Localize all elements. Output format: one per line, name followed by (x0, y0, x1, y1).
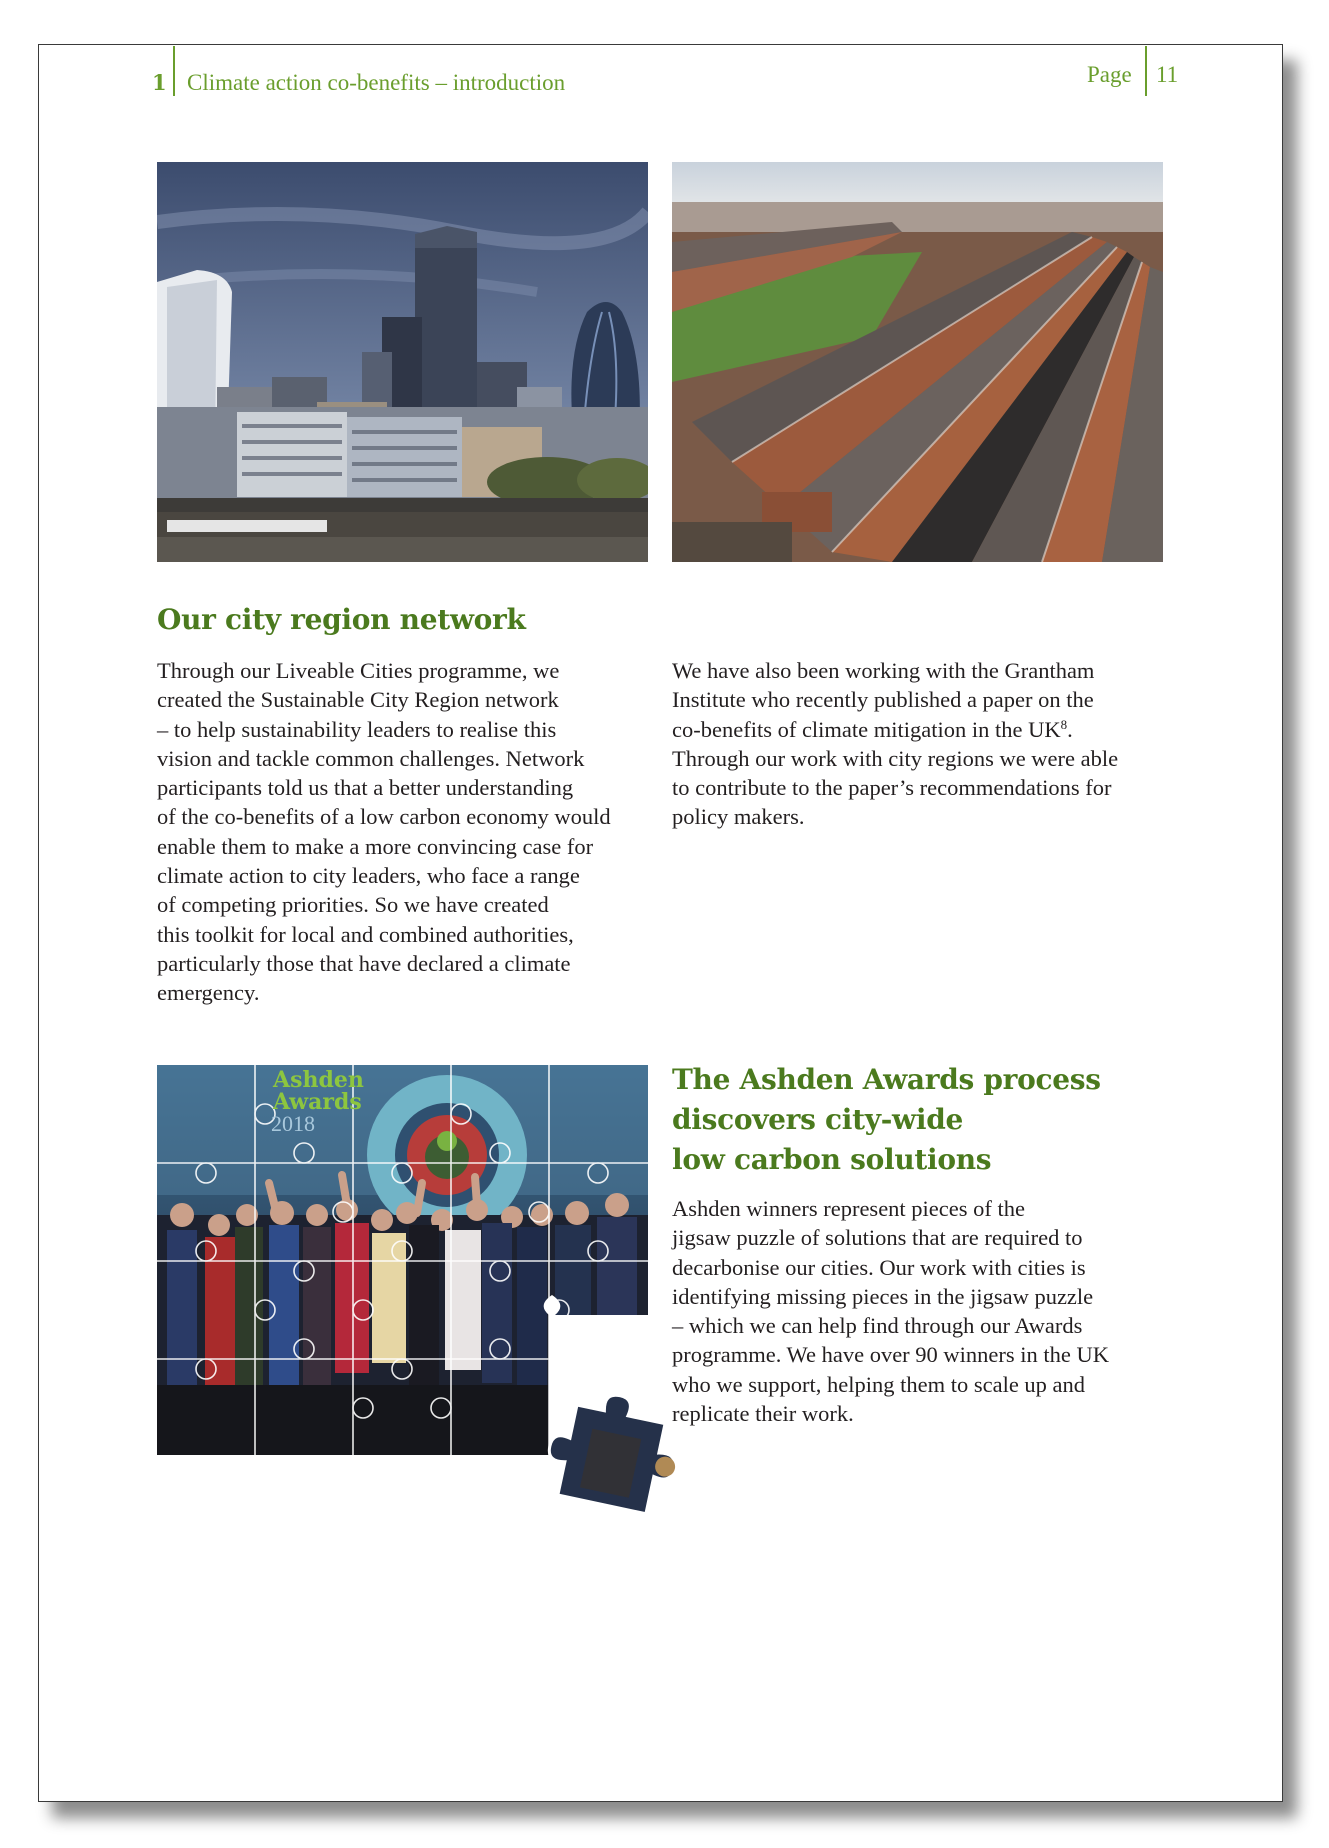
text-line: Institute who recently published a paper on the (672, 687, 1094, 713)
text-line: Through our Liveable Cities programme, we (157, 658, 560, 683)
section-heading-city-region-network: Our city region network (157, 603, 526, 636)
awards-logo-line1: Ashden (273, 1067, 364, 1093)
awards-logo-line2: Awards (273, 1089, 362, 1115)
text-line-end: . (1067, 716, 1073, 742)
header-divider-right (1145, 46, 1147, 96)
text-line: enable them to make a more convincing case for (157, 833, 594, 859)
awards-logo-year: 2018 (271, 1111, 315, 1136)
ashden-awards-jigsaw-photo (157, 1065, 648, 1455)
text-line: of the co-benefits of a low carbon economy would (157, 804, 611, 830)
text-line: vision and tackle common challenges. Network (157, 745, 585, 771)
text-line: replicate their work. (672, 1401, 854, 1427)
text-line: of competing priorities. So we have created (157, 892, 549, 918)
grantham-paragraph (672, 656, 1172, 832)
text-line: Ashden winners represent pieces of the (672, 1196, 1026, 1221)
heading-line: The Ashden Awards process (672, 1063, 1101, 1096)
text-line: participants told us that a better understanding (157, 775, 574, 801)
heading-line: low carbon solutions (672, 1143, 992, 1176)
city-region-paragraph (157, 656, 657, 1008)
text-line: emergency. (157, 980, 260, 1006)
page-number: 11 (1156, 62, 1179, 87)
header-divider-left (173, 46, 175, 96)
heading-line: discovers city-wide (672, 1103, 963, 1136)
text-line: – to help sustainability leaders to realise this (157, 716, 557, 742)
text-line: programme. We have over 90 winners in the UK (672, 1342, 1110, 1368)
chapter-number: 1 (152, 70, 167, 95)
text-line: We have also been working with the Grantham (672, 658, 1095, 683)
text-line: particularly those that have declared a climate (157, 950, 571, 976)
text-line-part: co-benefits of climate mitigation in the UK (672, 716, 1061, 742)
text-line: policy makers. (672, 804, 805, 830)
text-line: to contribute to the paper’s recommendations for (672, 775, 1112, 801)
text-line: – which we can help find through our Awards (672, 1313, 1083, 1339)
text-line: this toolkit for local and combined authorities, (157, 921, 574, 947)
text-line: identifying missing pieces in the jigsaw puzzle (672, 1283, 1094, 1309)
text-line: who we support, helping them to scale up and (672, 1371, 1086, 1397)
london-skyline-photo (157, 162, 648, 562)
chapter-title: Climate action co-benefits – introduction (187, 70, 566, 95)
text-line: created the Sustainable City Region network (157, 687, 559, 713)
ashden-paragraph (672, 1194, 1172, 1428)
text-line: jigsaw puzzle of solutions that are required to (672, 1225, 1083, 1251)
text-line (672, 715, 1172, 744)
section-heading-ashden-awards (672, 1060, 1101, 1180)
text-line: climate action to city leaders, who face a range (157, 863, 580, 889)
text-line: decarbonise our cities. Our work with cities is (672, 1254, 1086, 1280)
footnote-reference[interactable]: 8 (1060, 716, 1068, 732)
page-label: Page (1087, 62, 1132, 87)
text-line: Through our work with city regions we were able (672, 745, 1119, 771)
terraced-houses-aerial-photo (672, 162, 1163, 562)
